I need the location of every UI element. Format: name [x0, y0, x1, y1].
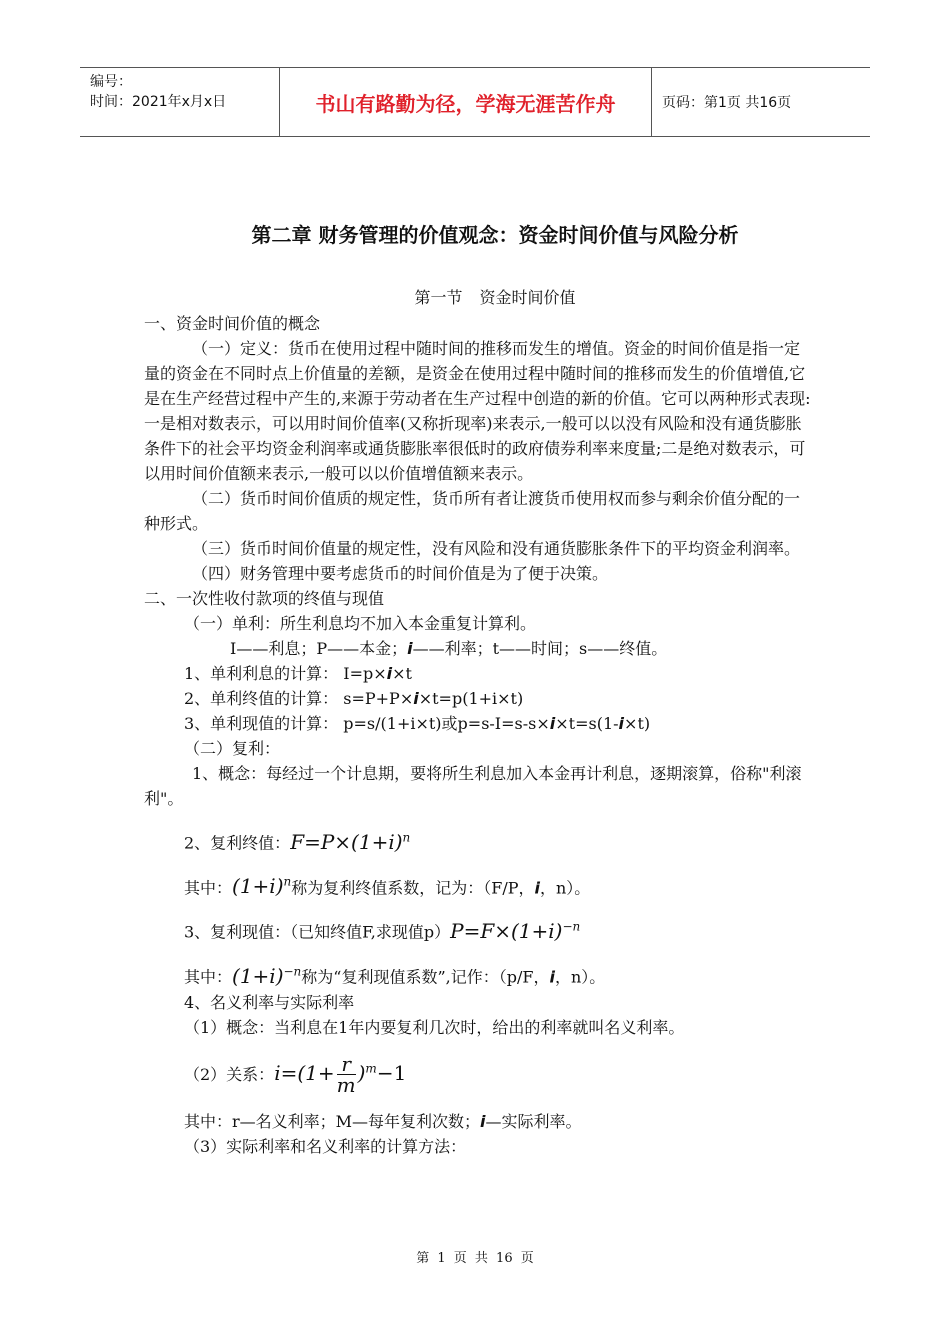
chapter-title: 第二章 财务管理的价值观念：资金时间价值与风险分析: [251, 223, 739, 247]
paragraph-quantity: （三）货币时间价值量的规定性，没有风险和没有通货膨胀条件下的平均资金利润率。: [192, 539, 801, 558]
nominal-rate-concept: （1）概念：当利息在1年内要复利几次时，给出的利率就叫名义利率。: [184, 1017, 685, 1037]
rate-relation-formula: i=(1+ $\frac{r}{m}$ )$^m$−1: [274, 1051, 407, 1097]
simple-interest-title: （一）单利：所生利息均不加入本金重复计算利。: [184, 614, 537, 633]
simple-future-value-formula: 2、单利终值的计算： s=P+P×i×t=p(1+i×t): [184, 689, 524, 708]
symbol-legend: I——利息；P——本金；i——利率；t——时间；s——终值。: [230, 639, 668, 658]
compound-present-value: 3、复利现值：（已知终值F,求现值$p)P=F\times(1+i)^{-n}$: [184, 918, 581, 943]
compound-pv-note: 其中：$(1+i)^{-n}$称为“复利现值系数”,记作：（p/F，i，n）。: [184, 963, 606, 988]
compound-fv-note: 其中：$(1+i)^n$称为复利终值系数，记为：（F/P，i，n）。: [184, 874, 591, 899]
header-meta-cell: [80, 68, 280, 136]
compound-interest-title: （二）复利：: [184, 739, 281, 758]
compound-pv-formula: $P=F\times(1+i)^{-n}$: [450, 918, 581, 943]
page-info: 页码：第1页 共16页: [662, 95, 792, 111]
page-footer: 第 1 页 共 16 页: [416, 1251, 534, 1266]
heading-2: 二、一次性收付款项的终值与现值: [144, 589, 385, 608]
paragraph-quality: （二）货币时间价值质的规定性，货币所有者让渡货币使用权而参与剩余价值分配的一种形式。: [144, 489, 801, 533]
doc-number-label: 编号：: [90, 74, 132, 90]
paragraph-decision: （四）财务管理中要考虑货币的时间价值是为了便于决策。: [192, 564, 609, 583]
nominal-real-rate-heading: 4、名义利率与实际利率: [184, 992, 355, 1012]
simple-present-value-formula: 3、单利现值的计算： p=s/(1+i×t)或p=s-I=s-s×i×t=s(1-i×t): [184, 714, 651, 733]
compound-concept: 1、概念：每经过一个计息期，要将所生利息加入本金再计利息，逐期滚算，俗称"利滚利"。: [144, 764, 802, 808]
motto: 书山有路勤为径，学海无涯苦作舟: [280, 68, 652, 136]
paragraph-definition: （一）定义：货币在使用过程中随时间的推移而发生的增值。资金的时间价值是指一定量的资金在不同时点上价值量的差额，是资金在使用过程中随时间的推移而发生的价值增值,它是在生产经营过程中产生的,来源于劳动者在生产过程中创造的新的价值。它可以两种形式表现:一是相对数表示，可以用时间价值率(又称折现率)来表示,一般可以以没有风险和没有通货膨胀条件下的社会平均资金利润率或通货膨胀率很低时的政府债券利率来度量;二是绝对数表示，可以用时间价值额来表示,一般可以以价值增值额来表示。: [144, 339, 811, 483]
time-label: 时间：2021年x月x日: [90, 94, 227, 110]
heading-1: 一、资金时间价值的概念: [144, 314, 321, 333]
document-body: [144, 311, 814, 1159]
compound-fv-formula: $F=P\times(1+i)^n$: [290, 829, 411, 854]
rate-relation: （2）关系：i=(1+ $\frac{r}{m}$ )$^m$−1: [184, 1051, 407, 1097]
simple-interest-formula: 1、单利利息的计算： I=p×i×t: [184, 664, 412, 683]
header-table: [80, 67, 870, 137]
rate-note: 其中：r—名义利率；M—每年复利次数；i—实际利率。: [184, 1111, 582, 1131]
compound-future-value: 2、复利终值：$F=P\times(1+i)^n$: [184, 829, 411, 854]
section-title: 第一节 资金时间价值: [414, 288, 576, 307]
rate-calc-method: （3）实际利率和名义利率的计算方法：: [184, 1136, 467, 1156]
